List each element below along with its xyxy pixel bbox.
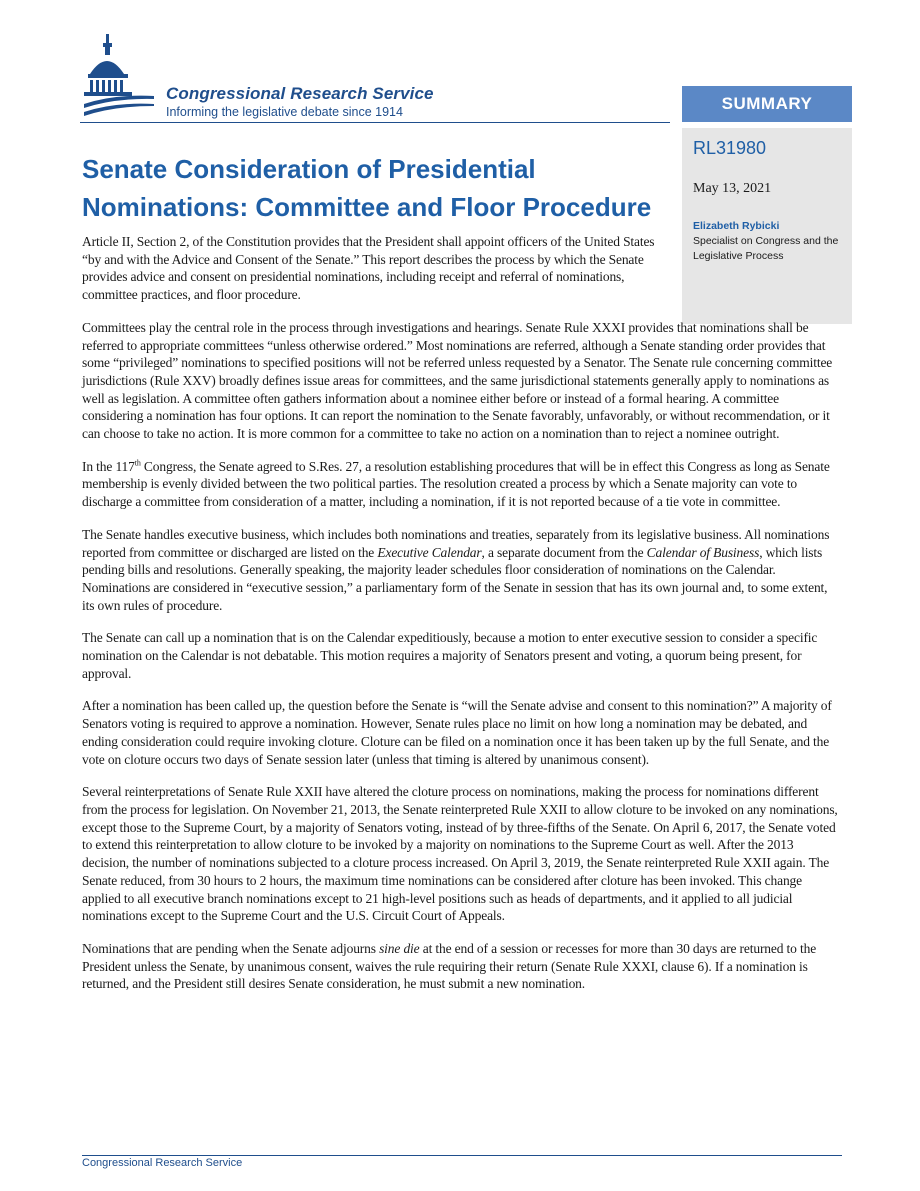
paragraph: Nominations that are pending when the Senate adjourns sine die at the end of a session or recesses for more than 30 days are returned to the President unless the Senate, by unanimous consent, waives the rule requiring their return (Senate Rule XXXI, clause 6). If a nomination is returned, and the President still desires Senate consideration, he must submit a new nomination. [82,940,817,992]
author-title: Specialist on Congress and the Legislative Process [693,235,839,262]
org-tagline: Informing the legislative debate since 1914 [166,105,403,119]
executive-calendar-title: Executive Calendar [377,544,482,560]
report-date: May 13, 2021 [693,181,772,196]
capitol-dome-icon [84,34,154,124]
paragraph: The Senate can call up a nomination that is on the Calendar expeditiously, because a motion to enter executive session to consider a specific nomination on the Calendar is not debatable. This motion requires a majority of Senators present and voting, a quorum being present, for approval. [82,630,818,681]
report-id: RL31980 [693,138,767,158]
sine-die-term: sine die [379,940,420,956]
crs-logo [84,34,484,124]
paragraph: In the 117th Congress, the Senate agreed to S.Res. 27, a resolution establishing procedures that will be in effect this Congress as long as Senate membership is evenly divided between the two political parties. The resolution created a process by which a Senate majority can vote to discharge a committee from consideration of a matter, including a nomination, if it is not reported because of a tie vote in committee. [82,458,830,510]
header-divider [80,122,670,123]
paragraph: Article II, Section 2, of the Constitution provides that the President shall appoint officers of the United States “by and with the Advice and Consent of the Senate.” This report describes the process by which the Senate provides advice and consent on presidential nominations, including receipt and referral of nominations, committee practices, and floor procedure. [82,234,655,303]
summary-tab: SUMMARY [682,86,852,122]
paragraph [82,319,840,443]
footer-divider [82,1155,842,1156]
paragraph: The Senate handles executive business, which includes both nominations and treaties, separately from its legislative business. All nominations reported from committee or discharged are listed on the Executive Calendar, a separate document from the Calendar of Business, which lists pending bills and resolutions. Generally speaking, the majority leader schedules floor consideration of nominations on the Calendar. Nominations are considered in “executive session,” a parliamentary form of the Senate in session that has its own journal and, to some extent, its own rules of procedure. [82,526,830,613]
author-name: Elizabeth Rybicki [693,220,780,232]
footer-text: Congressional Research Service [82,1157,243,1169]
paragraph: Several reinterpretations of Senate Rule XXII have altered the cloture process on nominations, making the process for nominations different from the process for legislation. On November 21, 2013, the Senate reinterpreted Rule XXII to allow cloture to be invoked on any nominations, except those to the Supreme Court, by a majority of Senators voting, instead of by three-fifths of the Senate. On April 6, 2017, the Senate voted to extend this reinterpretation to allow cloture to be invoked by a majority on nominations to the Supreme Court as well. After the 2013 decision, the number of nominations subjected to a cloture process increased. On April 3, 2019, the Senate reinterpreted Rule XXII again. The Senate reduced, from 30 hours to 2 hours, the maximum time nominations can be considered after cloture has been invoked. This change applied to all executive branch nominations except to 21 high-level positions such as heads of departments, and it applied to all judicial nominations except to the Supreme Court and the U.S. Circuit Court of Appeals. [82,784,838,924]
calendar-of-business-title: Calendar of Business [646,544,760,560]
paragraph: After a nomination has been called up, the question before the Senate is “will the Senate advise and consent to this nomination?” A majority of Senators voting is required to approve a nomination. However, Senate rules place no limit on how long a nomination may be debated, and ending consideration could require invoking cloture. Cloture can be filed on a nomination once it has been taken up by the full Senate, and the vote on cloture occurs two days of Senate session later (unless that timing is altered by unanimous consent). [82,698,832,767]
summary-body [82,233,840,1008]
org-name: Congressional Research Service [166,84,434,103]
report-title: Senate Consideration of Presidential Nominations: Committee and Floor Procedure [82,154,652,222]
paragraph-text: Committees play the central role in the process through investigations and hearings. Senate Rule XXXI provides that nominations shall be referred to appropriate committees “unless otherwise ordered.” Most nominations are referred, although a Senate standing order provides that some “privileged” nominations to specified positions will not be referred unless requested by a Senator. The Senate rule concerning committee jurisdictions (Rule XXV) broadly defines issue areas for committees, and the same jurisdictional statements generally apply to nominations as well as legislation. A committee often gathers information about a nominee either before or instead of a formal hearing. A committee considering a nomination has four options. It can report the nomination to the Senate favorably, unfavorably, or without recommendation, or it can choose to take no action. It is more common for a committee to take no action on a nomination than to reject a nominee outright. [82,319,833,442]
